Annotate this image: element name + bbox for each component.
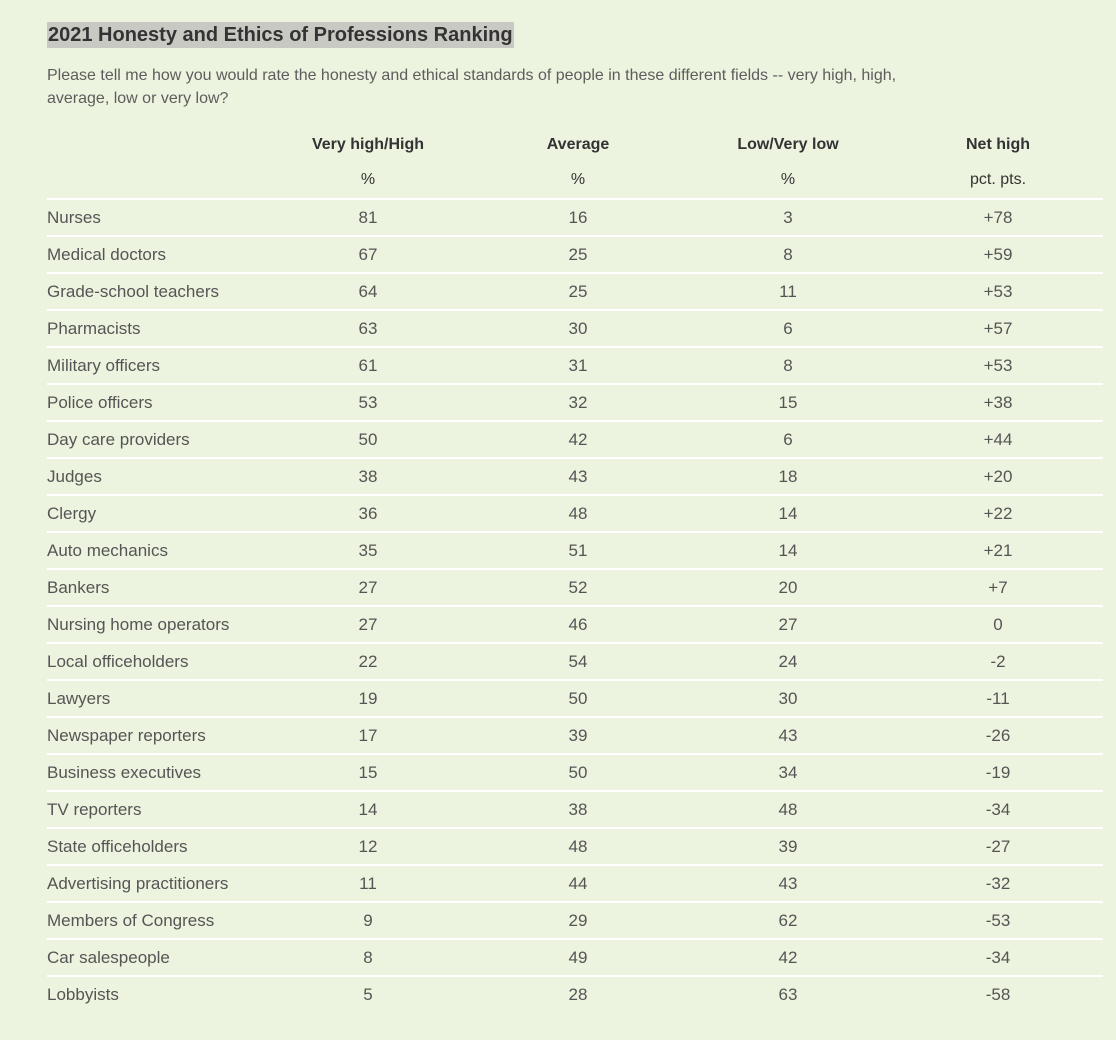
very-high-high-cell: 11 bbox=[263, 865, 473, 902]
very-high-high-cell: 81 bbox=[263, 199, 473, 236]
profession-cell: Business executives bbox=[47, 754, 263, 791]
average-cell: 51 bbox=[473, 532, 683, 569]
average-cell: 48 bbox=[473, 828, 683, 865]
very-high-high-cell: 63 bbox=[263, 310, 473, 347]
average-cell: 46 bbox=[473, 606, 683, 643]
very-high-high-cell: 27 bbox=[263, 606, 473, 643]
very-high-high-cell: 19 bbox=[263, 680, 473, 717]
very-high-high-cell: 12 bbox=[263, 828, 473, 865]
net-high-cell: +20 bbox=[893, 458, 1103, 495]
low-very-low-cell: 15 bbox=[683, 384, 893, 421]
very-high-high-cell: 53 bbox=[263, 384, 473, 421]
average-cell: 30 bbox=[473, 310, 683, 347]
net-high-cell: +22 bbox=[893, 495, 1103, 532]
net-high-cell: +44 bbox=[893, 421, 1103, 458]
average-cell: 43 bbox=[473, 458, 683, 495]
average-cell: 50 bbox=[473, 680, 683, 717]
table-row bbox=[47, 347, 1103, 384]
very-high-high-cell: 64 bbox=[263, 273, 473, 310]
profession-cell: Car salespeople bbox=[47, 939, 263, 976]
profession-cell: Grade-school teachers bbox=[47, 273, 263, 310]
profession-cell: Lawyers bbox=[47, 680, 263, 717]
low-very-low-cell: 14 bbox=[683, 495, 893, 532]
table-row bbox=[47, 754, 1103, 791]
low-very-low-cell: 43 bbox=[683, 717, 893, 754]
net-high-cell: -53 bbox=[893, 902, 1103, 939]
table-row bbox=[47, 569, 1103, 606]
table-row bbox=[47, 606, 1103, 643]
net-high-cell: -2 bbox=[893, 643, 1103, 680]
low-very-low-cell: 14 bbox=[683, 532, 893, 569]
low-very-low-cell: 39 bbox=[683, 828, 893, 865]
table-row bbox=[47, 199, 1103, 236]
very-high-high-cell: 17 bbox=[263, 717, 473, 754]
net-high-cell: +59 bbox=[893, 236, 1103, 273]
average-cell: 38 bbox=[473, 791, 683, 828]
average-cell: 32 bbox=[473, 384, 683, 421]
net-high-cell: -26 bbox=[893, 717, 1103, 754]
header-row bbox=[47, 128, 1103, 162]
average-cell: 44 bbox=[473, 865, 683, 902]
low-very-low-cell: 24 bbox=[683, 643, 893, 680]
average-cell: 49 bbox=[473, 939, 683, 976]
header-net-high: Net high bbox=[966, 136, 1030, 153]
header-very-high-high: Very high/High bbox=[311, 136, 424, 153]
results-table bbox=[47, 128, 1103, 1012]
net-high-cell: +57 bbox=[893, 310, 1103, 347]
profession-cell: Judges bbox=[47, 458, 263, 495]
low-very-low-cell: 8 bbox=[683, 347, 893, 384]
net-high-cell: -19 bbox=[893, 754, 1103, 791]
profession-cell: Military officers bbox=[47, 347, 263, 384]
very-high-high-cell: 61 bbox=[263, 347, 473, 384]
table-row bbox=[47, 458, 1103, 495]
profession-cell: Medical doctors bbox=[47, 236, 263, 273]
table-row bbox=[47, 273, 1103, 310]
profession-cell: Local officeholders bbox=[47, 643, 263, 680]
average-cell: 39 bbox=[473, 717, 683, 754]
low-very-low-cell: 34 bbox=[683, 754, 893, 791]
very-high-high-cell: 9 bbox=[263, 902, 473, 939]
table-row bbox=[47, 421, 1103, 458]
unit-net-high: pct. pts. bbox=[969, 171, 1027, 188]
table-body bbox=[47, 199, 1103, 1012]
very-high-high-cell: 8 bbox=[263, 939, 473, 976]
low-very-low-cell: 11 bbox=[683, 273, 893, 310]
net-high-cell: +7 bbox=[893, 569, 1103, 606]
low-very-low-cell: 62 bbox=[683, 902, 893, 939]
low-very-low-cell: 43 bbox=[683, 865, 893, 902]
profession-cell: Pharmacists bbox=[47, 310, 263, 347]
low-very-low-cell: 42 bbox=[683, 939, 893, 976]
profession-cell: Newspaper reporters bbox=[47, 717, 263, 754]
unit-profession bbox=[47, 162, 263, 199]
very-high-high-cell: 35 bbox=[263, 532, 473, 569]
profession-cell: Lobbyists bbox=[47, 976, 263, 1012]
table-row bbox=[47, 495, 1103, 532]
table-row bbox=[47, 236, 1103, 273]
net-high-cell: -34 bbox=[893, 939, 1103, 976]
page-title: 2021 Honesty and Ethics of Professions Ranking bbox=[48, 24, 513, 46]
low-very-low-cell: 63 bbox=[683, 976, 893, 1012]
units-row bbox=[47, 162, 1103, 199]
very-high-high-cell: 50 bbox=[263, 421, 473, 458]
average-cell: 28 bbox=[473, 976, 683, 1012]
low-very-low-cell: 6 bbox=[683, 421, 893, 458]
unit-low-very-low: % bbox=[780, 171, 796, 188]
net-high-cell: +21 bbox=[893, 532, 1103, 569]
very-high-high-cell: 14 bbox=[263, 791, 473, 828]
table-row bbox=[47, 717, 1103, 754]
net-high-cell: -32 bbox=[893, 865, 1103, 902]
header-average: Average bbox=[546, 136, 610, 153]
very-high-high-cell: 5 bbox=[263, 976, 473, 1012]
average-cell: 48 bbox=[473, 495, 683, 532]
table-row bbox=[47, 791, 1103, 828]
profession-cell: Day care providers bbox=[47, 421, 263, 458]
document bbox=[47, 22, 1098, 1012]
net-high-cell: -27 bbox=[893, 828, 1103, 865]
question-text: Please tell me how you would rate the honesty and ethical standards of people in these different fields -- very high, high, average, low or very low? bbox=[47, 67, 897, 107]
average-cell: 31 bbox=[473, 347, 683, 384]
profession-cell: Nurses bbox=[47, 199, 263, 236]
average-cell: 52 bbox=[473, 569, 683, 606]
table-row bbox=[47, 902, 1103, 939]
average-cell: 29 bbox=[473, 902, 683, 939]
net-high-cell: -58 bbox=[893, 976, 1103, 1012]
profession-cell: Clergy bbox=[47, 495, 263, 532]
very-high-high-cell: 38 bbox=[263, 458, 473, 495]
table-row bbox=[47, 643, 1103, 680]
low-very-low-cell: 6 bbox=[683, 310, 893, 347]
average-cell: 25 bbox=[473, 236, 683, 273]
average-cell: 54 bbox=[473, 643, 683, 680]
low-very-low-cell: 48 bbox=[683, 791, 893, 828]
net-high-cell: +78 bbox=[893, 199, 1103, 236]
unit-average: % bbox=[570, 171, 586, 188]
low-very-low-cell: 27 bbox=[683, 606, 893, 643]
low-very-low-cell: 20 bbox=[683, 569, 893, 606]
table-row bbox=[47, 384, 1103, 421]
table-row bbox=[47, 976, 1103, 1012]
low-very-low-cell: 3 bbox=[683, 199, 893, 236]
low-very-low-cell: 8 bbox=[683, 236, 893, 273]
profession-cell: Police officers bbox=[47, 384, 263, 421]
net-high-cell: +38 bbox=[893, 384, 1103, 421]
net-high-cell: -11 bbox=[893, 680, 1103, 717]
low-very-low-cell: 30 bbox=[683, 680, 893, 717]
average-cell: 16 bbox=[473, 199, 683, 236]
net-high-cell: +53 bbox=[893, 347, 1103, 384]
table-row bbox=[47, 828, 1103, 865]
very-high-high-cell: 15 bbox=[263, 754, 473, 791]
average-cell: 50 bbox=[473, 754, 683, 791]
profession-cell: Bankers bbox=[47, 569, 263, 606]
table-row bbox=[47, 939, 1103, 976]
table-row bbox=[47, 680, 1103, 717]
table-row bbox=[47, 532, 1103, 569]
header-low-very-low: Low/Very low bbox=[737, 136, 839, 153]
very-high-high-cell: 22 bbox=[263, 643, 473, 680]
very-high-high-cell: 67 bbox=[263, 236, 473, 273]
unit-very-high-high: % bbox=[360, 171, 376, 188]
profession-cell: Members of Congress bbox=[47, 902, 263, 939]
profession-cell: Auto mechanics bbox=[47, 532, 263, 569]
table-row bbox=[47, 310, 1103, 347]
net-high-cell: -34 bbox=[893, 791, 1103, 828]
profession-cell: Nursing home operators bbox=[47, 606, 263, 643]
profession-cell: Advertising practitioners bbox=[47, 865, 263, 902]
profession-cell: TV reporters bbox=[47, 791, 263, 828]
header-profession bbox=[47, 128, 263, 162]
low-very-low-cell: 18 bbox=[683, 458, 893, 495]
net-high-cell: +53 bbox=[893, 273, 1103, 310]
average-cell: 25 bbox=[473, 273, 683, 310]
table-row bbox=[47, 865, 1103, 902]
average-cell: 42 bbox=[473, 421, 683, 458]
net-high-cell: 0 bbox=[893, 606, 1103, 643]
profession-cell: State officeholders bbox=[47, 828, 263, 865]
very-high-high-cell: 36 bbox=[263, 495, 473, 532]
very-high-high-cell: 27 bbox=[263, 569, 473, 606]
